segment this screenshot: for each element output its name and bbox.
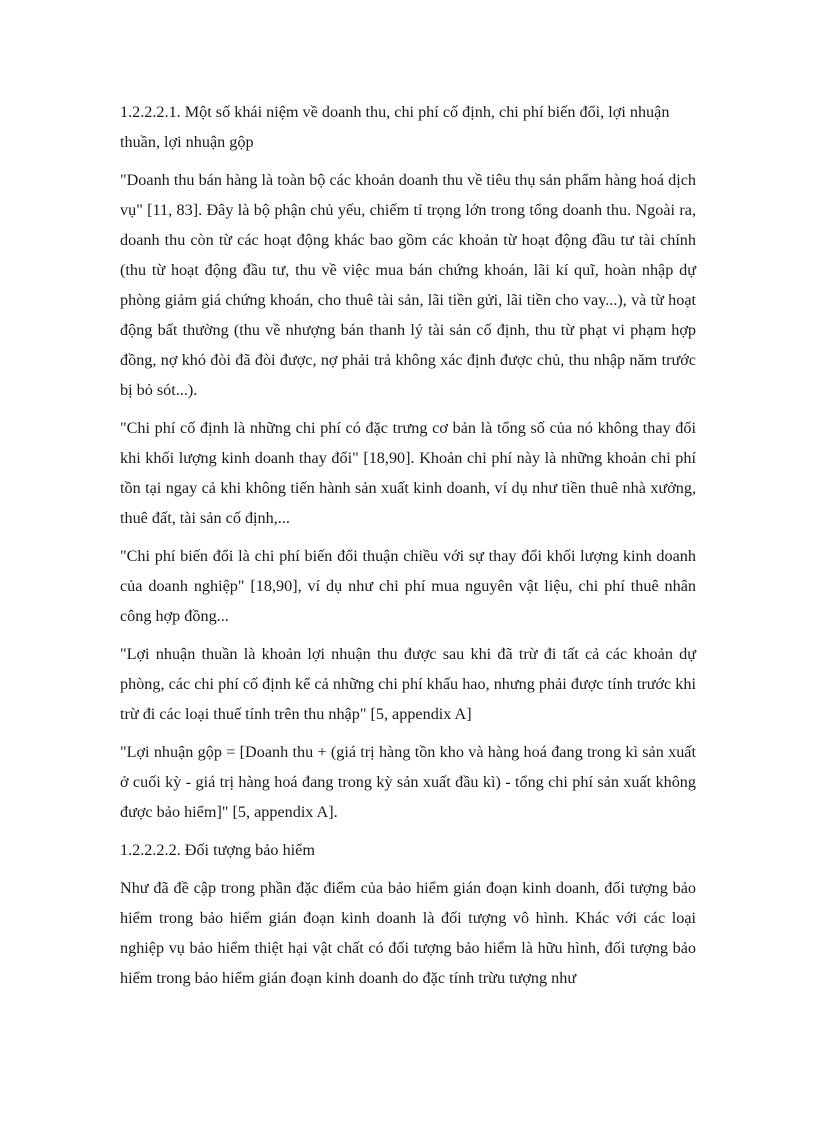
section-heading-1-2-2-2-2: 1.2.2.2.2. Đối tượng bảo hiểm [120,841,315,859]
paragraph-insured-object: Như đã đề cập trong phần đặc điểm của bảo hiểm gián đoạn kinh doanh, đối tượng bảo hiểm trong bảo hiểm gián đoạn kinh doanh là đối tượng vô hình. Khác với các loại nghiệp vụ bảo hiểm thiệt hại vật chất có đối tượng bảo hiểm là hữu hình, đối tượng bảo hiểm trong bảo hiểm gián đoạn kinh doanh do đặc tính trừu tượng như [120,879,696,987]
paragraph-net-profit-definition: "Lợi nhuận thuần là khoản lợi nhuận thu được sau khi đã trừ đi tất cả các khoản dự phòng, các chi phí cố định kể cả những chi phí khấu hao, nhưng phải được tính trước khi trừ đi các loại thuế tính trên thu nhập" [5, appendix A] [120,645,696,723]
paragraph-variable-cost-definition: "Chi phí biến đổi là chi phí biến đổi thuận chiều với sự thay đổi khối lượng kinh doanh của doanh nghiệp" [18,90], ví dụ như chi phí mua nguyên vật liệu, chi phí thuê nhân công hợp đồng... [120,547,696,625]
document-page [120,97,696,1001]
paragraph-gross-profit-definition: "Lợi nhuận gộp = [Doanh thu + (giá trị hàng tồn kho và hàng hoá đang trong kì sản xuất ở cuối kỳ - giá trị hàng hoá đang trong kỳ sản xuất đầu kì) - tổng chi phí sản xuất không được bảo hiểm]" [5, appendix A]. [120,743,696,821]
paragraph-fixed-cost-definition: "Chi phí cố định là những chi phí có đặc trưng cơ bản là tổng số của nó không thay đổi khi khối lượng kinh doanh thay đổi" [18,90]. Khoản chi phí này là những khoản chi phí tồn tại ngay cả khi không tiến hành sản xuất kinh doanh, ví dụ như tiền thuê nhà xưởng, thuê đất, tài sản cố định,... [120,419,696,527]
paragraph-revenue-definition: "Doanh thu bán hàng là toàn bộ các khoản doanh thu về tiêu thụ sản phẩm hàng hoá dịch vụ" [11, 83]. Đây là bộ phận chủ yếu, chiếm tỉ trọng lớn trong tổng doanh thu. Ngoài ra, doanh thu còn từ các hoạt động khác bao gồm các khoản từ hoạt động đầu tư tài chính (thu từ hoạt động đầu tư, thu về việc mua bán chứng khoán, lãi kí quĩ, hoàn nhập dự phòng giảm giá chứng khoán, cho thuê tài sản, lãi tiền gửi, lãi tiền cho vay...), và từ hoạt động bất thường (thu về nhượng bán thanh lý tài sản cố định, thu từ phạt vi phạm hợp đồng, nợ khó đòi đã đòi được, nợ phải trả không xác định được chủ, thu nhập năm trước bị bỏ sót...). [120,171,696,399]
section-heading-1-2-2-2-1: 1.2.2.2.1. Một số khái niệm về doanh thu, chi phí cố định, chi phí biến đổi, lợi nhuận thuần, lợi nhuận gộp [120,103,670,151]
